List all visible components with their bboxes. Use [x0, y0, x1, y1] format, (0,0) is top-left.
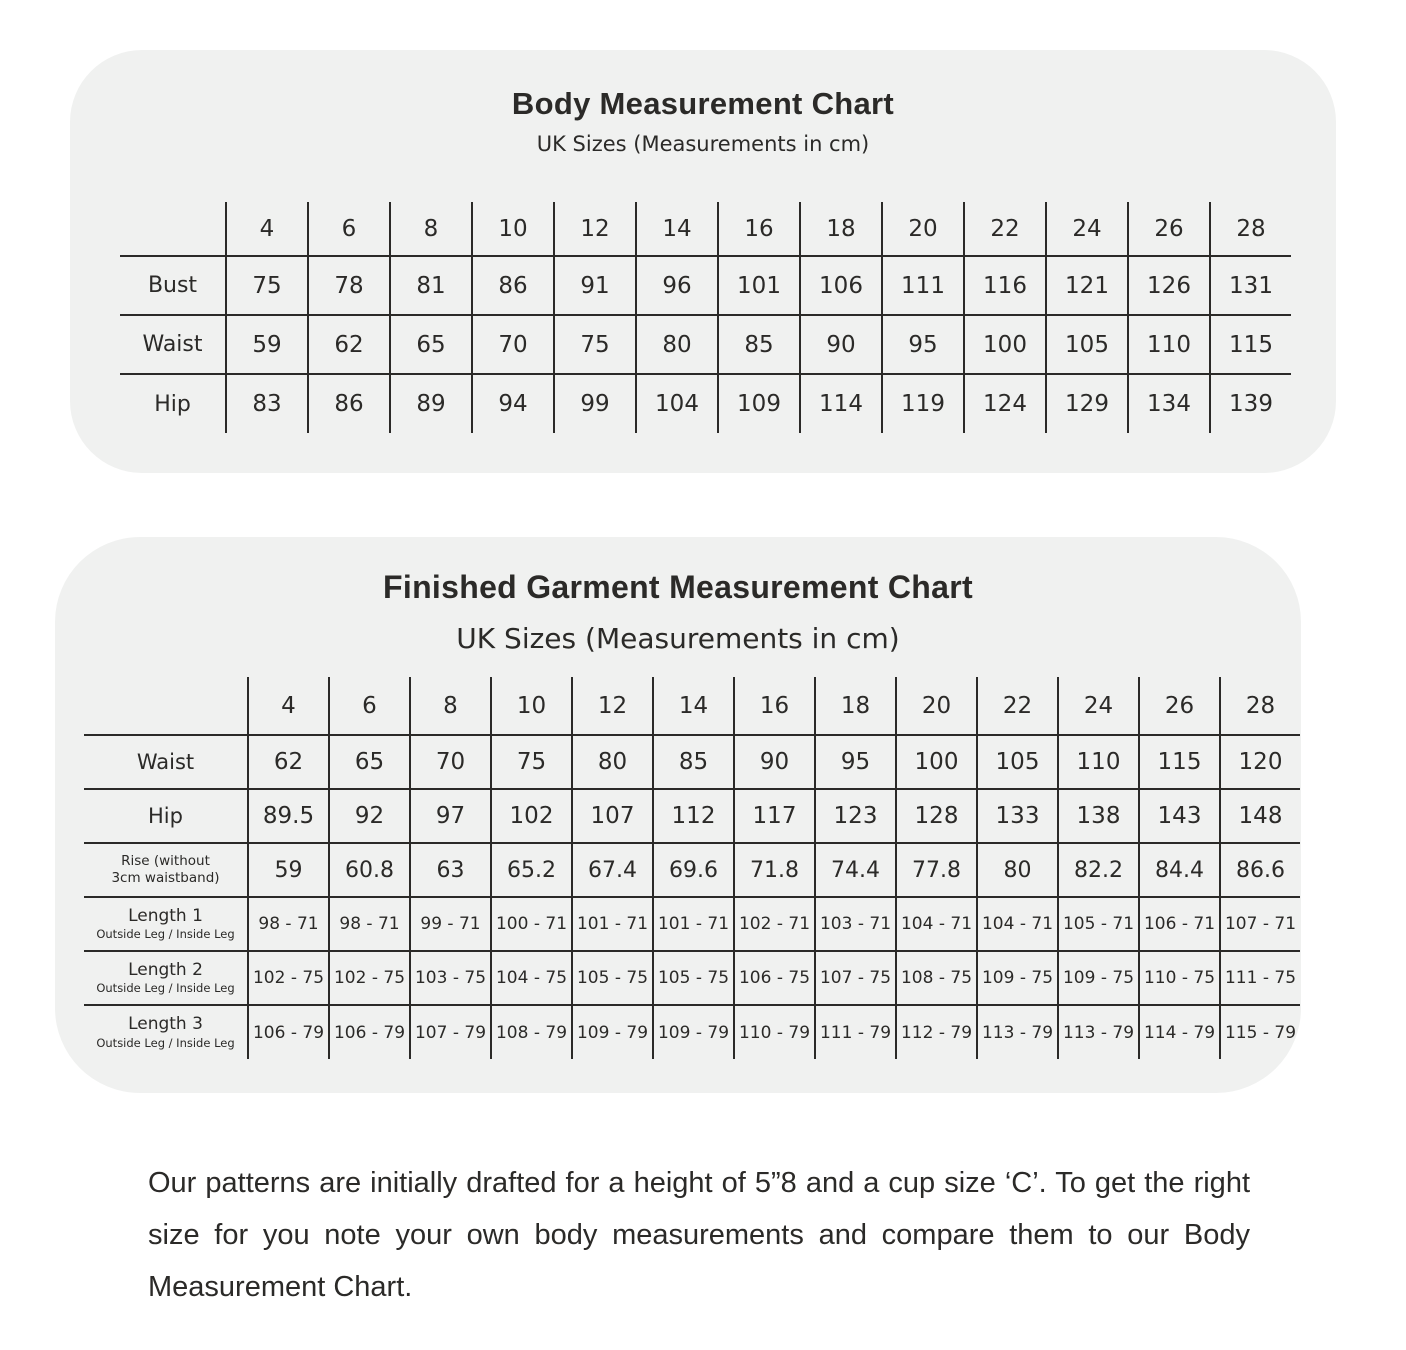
size-column-header: 4	[248, 677, 329, 735]
measurement-cell: 107 - 75	[815, 951, 896, 1005]
size-column-header: 6	[308, 202, 390, 256]
measurement-cell: 83	[226, 374, 308, 433]
garment-measurement-card	[55, 537, 1301, 1093]
measurement-cell: 100	[964, 315, 1046, 374]
measurement-cell: 60.8	[329, 843, 410, 897]
measurement-row-waist	[84, 735, 1300, 789]
measurement-cell: 75	[554, 315, 636, 374]
measurement-cell: 121	[1046, 256, 1128, 315]
measurement-row-waist	[120, 315, 1291, 374]
measurement-cell: 115	[1210, 315, 1291, 374]
size-column-header: 24	[1058, 677, 1139, 735]
measurement-row-hip	[120, 374, 1291, 433]
measurement-cell: 81	[390, 256, 472, 315]
measurement-cell: 67.4	[572, 843, 653, 897]
measurement-cell: 62	[248, 735, 329, 789]
measurement-row-rise-without	[84, 843, 1300, 897]
measurement-cell: 75	[491, 735, 572, 789]
measurement-cell: 95	[815, 735, 896, 789]
measurement-cell: 110 - 75	[1139, 951, 1220, 1005]
measurement-cell: 99	[554, 374, 636, 433]
row-sublabel: Outside Leg / Inside Leg	[96, 1035, 235, 1050]
measurement-cell: 101 - 71	[653, 897, 734, 951]
measurement-cell: 105 - 75	[653, 951, 734, 1005]
size-column-header: 18	[815, 677, 896, 735]
measurement-cell: 63	[410, 843, 491, 897]
measurement-cell: 98 - 71	[329, 897, 410, 951]
measurement-cell: 107 - 71	[1220, 897, 1300, 951]
measurement-cell: 115 - 79	[1220, 1005, 1300, 1059]
measurement-cell: 108 - 75	[896, 951, 977, 1005]
measurement-cell: 80	[572, 735, 653, 789]
measurement-cell: 85	[653, 735, 734, 789]
measurement-cell: 110 - 79	[734, 1005, 815, 1059]
measurement-cell: 109	[718, 374, 800, 433]
measurement-cell: 120	[1220, 735, 1300, 789]
measurement-cell: 143	[1139, 789, 1220, 843]
measurement-cell: 96	[636, 256, 718, 315]
measurement-cell: 119	[882, 374, 964, 433]
measurement-cell: 123	[815, 789, 896, 843]
measurement-cell: 126	[1128, 256, 1210, 315]
size-column-header: 26	[1139, 677, 1220, 735]
measurement-cell: 82.2	[1058, 843, 1139, 897]
row-label-hip: Hip	[84, 789, 248, 843]
measurement-row-hip	[84, 789, 1300, 843]
measurement-cell: 108 - 79	[491, 1005, 572, 1059]
size-column-header: 20	[896, 677, 977, 735]
body-measurement-card	[70, 50, 1336, 473]
measurement-row-length-2	[84, 951, 1300, 1005]
measurement-cell: 102 - 71	[734, 897, 815, 951]
size-column-header: 12	[572, 677, 653, 735]
measurement-cell: 106 - 75	[734, 951, 815, 1005]
measurement-cell: 114	[800, 374, 882, 433]
measurement-row-bust	[120, 256, 1291, 315]
measurement-cell: 101	[718, 256, 800, 315]
measurement-cell: 105 - 71	[1058, 897, 1139, 951]
measurement-cell: 106	[800, 256, 882, 315]
measurement-cell: 133	[977, 789, 1058, 843]
measurement-row-length-3	[84, 1005, 1300, 1059]
measurement-cell: 99 - 71	[410, 897, 491, 951]
measurement-cell: 104	[636, 374, 718, 433]
measurement-cell: 74.4	[815, 843, 896, 897]
garment-chart-title: Finished Garment Measurement Chart	[383, 569, 973, 605]
size-header-row	[84, 677, 1300, 735]
measurement-cell: 59	[248, 843, 329, 897]
measurement-cell: 105	[977, 735, 1058, 789]
measurement-cell: 90	[800, 315, 882, 374]
measurement-cell: 86.6	[1220, 843, 1300, 897]
size-column-header: 16	[734, 677, 815, 735]
measurement-cell: 117	[734, 789, 815, 843]
corner-cell	[84, 677, 248, 735]
measurement-cell: 138	[1058, 789, 1139, 843]
row-label-rise-without: Rise (without 3cm waistband)	[84, 843, 248, 897]
measurement-cell: 103 - 75	[410, 951, 491, 1005]
measurement-cell: 104 - 71	[896, 897, 977, 951]
sizing-note: Our patterns are initially drafted for a height of 5”8 and a cup size ‘C’. To get the right size for you note your own body measurements and compare them to our Body Measurement Chart.	[148, 1167, 1250, 1303]
measurement-cell: 112 - 79	[896, 1005, 977, 1059]
measurement-cell: 69.6	[653, 843, 734, 897]
measurement-cell: 89.5	[248, 789, 329, 843]
row-label-bust: Bust	[120, 256, 226, 315]
measurement-cell: 106 - 79	[329, 1005, 410, 1059]
measurement-cell: 112	[653, 789, 734, 843]
measurement-cell: 109 - 75	[977, 951, 1058, 1005]
measurement-cell: 59	[226, 315, 308, 374]
measurement-cell: 116	[964, 256, 1046, 315]
measurement-cell: 106 - 79	[248, 1005, 329, 1059]
size-column-header: 22	[977, 677, 1058, 735]
size-column-header: 26	[1128, 202, 1210, 256]
measurement-cell: 102 - 75	[329, 951, 410, 1005]
measurement-cell: 124	[964, 374, 1046, 433]
garment-measurement-table	[84, 677, 1300, 1059]
size-column-header: 8	[410, 677, 491, 735]
measurement-row-length-1	[84, 897, 1300, 951]
row-label-length-2: Length 2 Outside Leg / Inside Leg	[84, 951, 248, 1005]
size-column-header: 8	[390, 202, 472, 256]
measurement-cell: 102 - 75	[248, 951, 329, 1005]
row-label-waist: Waist	[84, 735, 248, 789]
row-sublabel: 3cm waistband)	[111, 870, 220, 886]
measurement-cell: 104 - 75	[491, 951, 572, 1005]
measurement-cell: 70	[410, 735, 491, 789]
row-label-hip: Hip	[154, 391, 191, 417]
measurement-cell: 115	[1139, 735, 1220, 789]
row-label-length-3: Length 3 Outside Leg / Inside Leg	[84, 1005, 248, 1059]
size-column-header: 18	[800, 202, 882, 256]
body-measurement-table	[120, 202, 1291, 433]
measurement-cell: 65.2	[491, 843, 572, 897]
measurement-cell: 84.4	[1139, 843, 1220, 897]
row-label-waist: Waist	[120, 315, 226, 374]
measurement-cell: 94	[472, 374, 554, 433]
measurement-cell: 106 - 71	[1139, 897, 1220, 951]
measurement-cell: 62	[308, 315, 390, 374]
size-column-header: 12	[554, 202, 636, 256]
measurement-cell: 105	[1046, 315, 1128, 374]
measurement-cell: 75	[226, 256, 308, 315]
measurement-cell: 105 - 75	[572, 951, 653, 1005]
size-column-header: 24	[1046, 202, 1128, 256]
measurement-cell: 86	[308, 374, 390, 433]
row-sublabel: Outside Leg / Inside Leg	[96, 927, 235, 942]
measurement-cell: 89	[390, 374, 472, 433]
measurement-cell: 77.8	[896, 843, 977, 897]
measurement-cell: 111	[882, 256, 964, 315]
measurement-cell: 103 - 71	[815, 897, 896, 951]
measurement-cell: 114 - 79	[1139, 1005, 1220, 1059]
measurement-cell: 92	[329, 789, 410, 843]
measurement-cell: 91	[554, 256, 636, 315]
size-column-header: 14	[636, 202, 718, 256]
row-sublabel: Outside Leg / Inside Leg	[96, 981, 235, 996]
measurement-cell: 101 - 71	[572, 897, 653, 951]
measurement-cell: 95	[882, 315, 964, 374]
size-column-header: 22	[964, 202, 1046, 256]
measurement-cell: 129	[1046, 374, 1128, 433]
measurement-cell: 109 - 79	[653, 1005, 734, 1059]
measurement-cell: 148	[1220, 789, 1300, 843]
measurement-cell: 80	[636, 315, 718, 374]
garment-chart-subtitle: UK Sizes (Measurements in cm)	[456, 622, 900, 655]
measurement-cell: 109 - 79	[572, 1005, 653, 1059]
size-column-header: 6	[329, 677, 410, 735]
measurement-cell: 90	[734, 735, 815, 789]
measurement-cell: 110	[1128, 315, 1210, 374]
measurement-cell: 86	[472, 256, 554, 315]
corner-cell	[120, 202, 226, 256]
measurement-cell: 128	[896, 789, 977, 843]
measurement-cell: 102	[491, 789, 572, 843]
measurement-cell: 65	[329, 735, 410, 789]
measurement-cell: 111 - 79	[815, 1005, 896, 1059]
size-column-header: 16	[718, 202, 800, 256]
measurement-cell: 110	[1058, 735, 1139, 789]
size-column-header: 20	[882, 202, 964, 256]
measurement-cell: 107 - 79	[410, 1005, 491, 1059]
row-label-length-1: Length 1 Outside Leg / Inside Leg	[84, 897, 248, 951]
body-chart-subtitle: UK Sizes (Measurements in cm)	[536, 132, 870, 156]
measurement-cell: 100 - 71	[491, 897, 572, 951]
measurement-cell: 100	[896, 735, 977, 789]
size-header-row	[120, 202, 1291, 256]
measurement-cell: 65	[390, 315, 472, 374]
measurement-cell: 109 - 75	[1058, 951, 1139, 1005]
measurement-cell: 80	[977, 843, 1058, 897]
measurement-cell: 139	[1210, 374, 1291, 433]
measurement-cell: 107	[572, 789, 653, 843]
measurement-cell: 97	[410, 789, 491, 843]
measurement-cell: 104 - 71	[977, 897, 1058, 951]
measurement-cell: 134	[1128, 374, 1210, 433]
size-column-header: 10	[472, 202, 554, 256]
measurement-cell: 85	[718, 315, 800, 374]
measurement-cell: 70	[472, 315, 554, 374]
measurement-cell: 71.8	[734, 843, 815, 897]
measurement-cell: 113 - 79	[1058, 1005, 1139, 1059]
size-column-header: 28	[1210, 202, 1291, 256]
size-column-header: 14	[653, 677, 734, 735]
measurement-cell: 113 - 79	[977, 1005, 1058, 1059]
size-column-header: 4	[226, 202, 308, 256]
measurement-cell: 111 - 75	[1220, 951, 1300, 1005]
size-column-header: 28	[1220, 677, 1300, 735]
size-column-header: 10	[491, 677, 572, 735]
measurement-cell: 131	[1210, 256, 1291, 315]
measurement-cell: 78	[308, 256, 390, 315]
measurement-cell: 98 - 71	[248, 897, 329, 951]
body-chart-title: Body Measurement Chart	[511, 86, 895, 121]
